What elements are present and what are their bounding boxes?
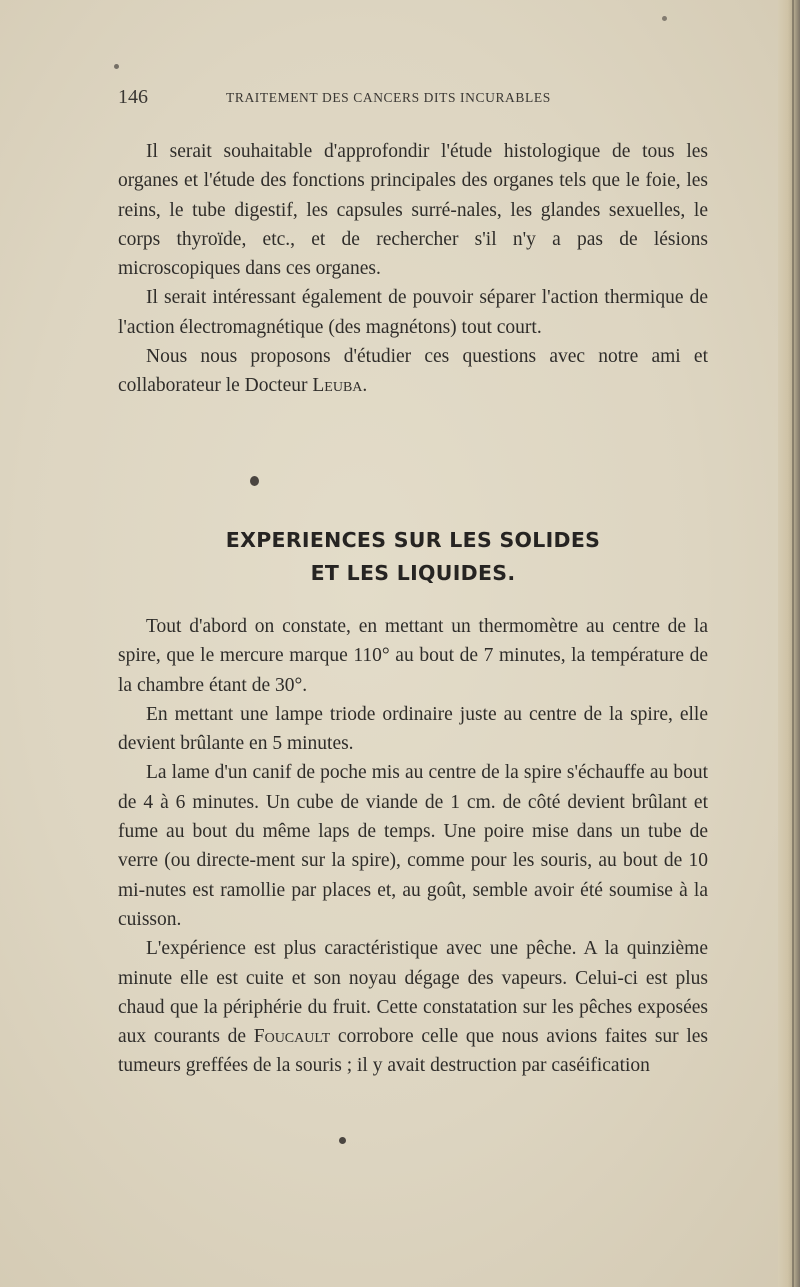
paragraph-text: . (362, 375, 368, 397)
section-heading (118, 524, 708, 590)
page-edge-line (792, 0, 794, 1287)
section-text (118, 612, 708, 1081)
ink-spot (250, 476, 259, 486)
person-name: Leuba (312, 375, 363, 397)
paragraph: Il serait intéressant également de pouvoir séparer l'action thermique de l'action électromagnétique (des magnétons) tout court. (118, 287, 708, 338)
paragraph: En mettant une lampe triode ordinaire juste au centre de la spire, elle devient brûlante en 5 minutes. (118, 703, 708, 755)
ink-spot (339, 1137, 346, 1144)
ink-spot (662, 16, 667, 21)
intro-text (118, 137, 708, 401)
ink-spot (114, 64, 119, 69)
section-heading-line: ET LES LIQUIDES. (310, 561, 516, 585)
paragraph: La lame d'un canif de poche mis au centre de la spire s'échauffe au bout de 4 à 6 minutes. Un cube de viande de 1 cm. de côté devient brûlant et fume au bout du même laps de temps. Une poire mise dans un tube de verre (ou directe-ment sur la spire), comme pour les souris, au bout de 10 mi-nutes est ramollie par places et, au goût, semble avoir été soumise à la cuisson. (118, 762, 708, 930)
paragraph: Il serait souhaitable d'approfondir l'étude histologique de tous les organes et l'étude des fonctions principales des organes tels que le foie, les reins, le tube digestif, les capsules surré-nales, les glandes sexuelles, le corps thyroïde, etc., et de rechercher s'il n'y a pas de lésions microscopiques dans ces organes. (118, 141, 708, 280)
running-title: TRAITEMENT DES CANCERS DITS INCURABLES (226, 90, 551, 105)
paragraph: Tout d'abord on constate, en mettant un thermomètre au centre de la spire, que le mercure marque 110° au bout de 7 minutes, la température de la chambre étant de 30°. (118, 616, 708, 696)
section-heading-line: EXPERIENCES SUR LES SOLIDES (225, 528, 601, 552)
page-header (118, 86, 708, 110)
paragraph (118, 342, 708, 401)
person-name: Foucault (253, 1026, 331, 1048)
paragraph (118, 934, 708, 1080)
page-number: 146 (118, 86, 148, 108)
page-edge-shadow (778, 0, 800, 1287)
paragraph-text: Nous nous proposons d'étudier ces questions avec notre ami et collaborateur le Docteur (118, 346, 708, 397)
paragraph-text: corrobore celle que nous avions faites sur les tumeurs greffées de la souris ; il y avait destruction par caséification (118, 1026, 709, 1077)
paragraph-text: L'expérience est plus caractéristique avec une pêche. A la quinzième minute elle est cuite et son noyau dégage des vapeurs. Celui-ci est plus chaud que la périphérie du fruit. Cette constatation sur les pêches exposées aux courants de (118, 938, 708, 1048)
